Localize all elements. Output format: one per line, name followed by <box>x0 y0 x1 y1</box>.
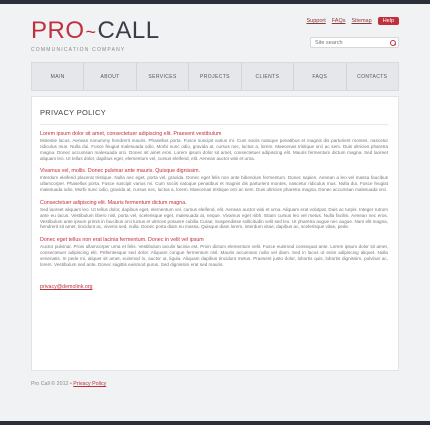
page-title: PRIVACY POLICY <box>40 108 107 117</box>
policy-section <box>40 168 388 193</box>
search-icon[interactable] <box>388 38 398 48</box>
section-heading: Lorem ipsum dolor sit amet, consectetuer adipiscing elit. Praesent vestibulum <box>40 131 222 137</box>
section-body: Molestie lacus. Aenean nonummy hendrerit mauris. Phasellus porta. Fusce suscipit varius mi. Cum sociis natoque penatibus et magnis dis parturient montes, nascetur ridiculus mus. Nulla dui. Fusce feugiat malesuada odio. Morbi nunc odio, gravida at, cursus nec, luctus a, lorem. Maecenas tristique orci ac sem. Duis ultricies pharetra magna. Donec accumsan malesuada orci. Donec sit amet eros. Lorem ipsum dolor sit amet, consectetuer adipiscing elit. Mauris fermentum dictum magna. Sed laoreet aliquam leo. Ut tellus dolor, dapibus eget, elementum vel, cursus eleifend, elit. Aenean auctor wisi et urna. <box>40 138 388 161</box>
top-links <box>306 17 399 25</box>
section-body: Interdum eleifend placerat tristique. Nulla nec eget, porta vel, gravida. Donec eget felis non ante bibendum fermentum. Donec sapien. Aenean a leo vel massa faucibus ullamcorper. Phasellus porta. Fusce suscipit varius mi. Cum sociis natoque penatibus et magnis dis parturient montes, nascetur ridiculus mus. Nulla dui. Fusce feugiat malesuada odio. Morbi nunc odio, gravida at, cursus nec, luctus a, lorem. Maecenas tristique orci ac sem. Duis ultricies pharetra magna. Donec accumsan malesuada orci. <box>40 175 388 193</box>
tagline: COMMUNICATION COMPANY <box>31 47 126 53</box>
content-panel <box>31 96 399 371</box>
policy-section <box>40 200 388 230</box>
logo[interactable] <box>31 18 160 53</box>
link-faqs[interactable]: FAQs <box>331 18 346 24</box>
section-body: Sed laoreet aliquam leo. Ut tellus dolor, dapibus eget, elementum vel, cursus eleifend, elit. Aenean auctor wisi et urna. Aliquam erat volutpat. Duis ac turpis. Integer rutrum ante eu lacus. Vestibulum libero nisl, porta vel, scelerisque eget, malesuada at, neque. Vivamus eget nibh. Etiam cursus leo vel metus. Nulla facilisi. Aenean nec eros. Vestibulum ante ipsum primis in faucibus orci luctus et ultrices posuere cubilia Curae; Suspendisse sollicitudin velit sed leo. Ut pharetra augue nec augue. Nam elit magna, hendrerit sit amet, tincidunt ac, viverra sed, nulla. Donec porta diam eu massa. Quisque diam lorem, interdum vitae, dapibus ac, scelerisque vitae, pede. <box>40 206 388 230</box>
top-bar <box>0 0 430 4</box>
footer <box>31 381 106 387</box>
section-heading: Consectetuer adipiscing elit. Mauris fermentum dictum magna. <box>40 199 187 206</box>
nav-item-contacts[interactable]: CONTACTS <box>357 73 388 80</box>
link-support[interactable]: Support <box>306 18 326 24</box>
main-nav <box>31 62 399 91</box>
section-heading: Donec eget tellus non erat lacinia fermentum. Donec in velit vel ipsum <box>40 237 204 244</box>
logo-pro: PRO <box>31 17 85 44</box>
nav-item-clients[interactable]: CLIENTS <box>242 63 294 90</box>
section-heading: Vivamus vel, mollis. Donec pulvinar ante mauris. Quisque dignissim. <box>40 168 201 175</box>
policy-section <box>40 131 388 161</box>
search-box <box>310 37 399 48</box>
nav-item-about[interactable]: ABOUT <box>84 63 136 90</box>
help-button[interactable]: Help <box>378 17 399 25</box>
email-link[interactable]: privacy@demolink.org <box>40 283 93 290</box>
privacy-policy-link[interactable]: Privacy Policy <box>73 381 107 387</box>
logo-call: CALL <box>97 17 160 44</box>
search-input[interactable] <box>311 40 388 46</box>
nav-item-faqs[interactable]: FAQS <box>294 63 346 90</box>
policy-section <box>40 237 388 267</box>
nav-item-main[interactable]: MAIN <box>32 63 84 90</box>
logo-text <box>31 18 160 45</box>
bottom-bar <box>0 421 430 425</box>
divider <box>40 124 388 125</box>
nav-item-projects[interactable]: PROJECTS <box>189 63 241 90</box>
section-body: Auctor pulvinar. Proin ullamcorper urna et felis. Vestibulum iaculis lacinia est. Proin dictum elementum velit. Fusce euismod consequat ante. Lorem ipsum dolor sit amet, consectetuer adipiscing elit. Pellentesque sed dolor. Aliquam congue fermentum nisl. Mauris accumsan nulla vel diam. Sed in lacus ut enim adipiscing aliquet. Nulla venenatis. In pede mi, aliquet sit amet, euismod in, auctor ut, ligula. Aliquam dapibus tincidunt metus. Praesent justo dolor, lobortis quis, lobortis dignissim, pulvinar ac, lorem. Vestibulum sed ante. Donec sagittis euismod purus. Sed dignissim erat sed mauris. <box>40 244 388 267</box>
link-sitemap[interactable]: Sitemap <box>351 18 372 24</box>
logo-wave-icon: ~ <box>85 22 97 42</box>
copyright: Pro Call © 2012 • <box>31 381 72 387</box>
nav-item-services[interactable]: SERVICES <box>137 63 189 90</box>
